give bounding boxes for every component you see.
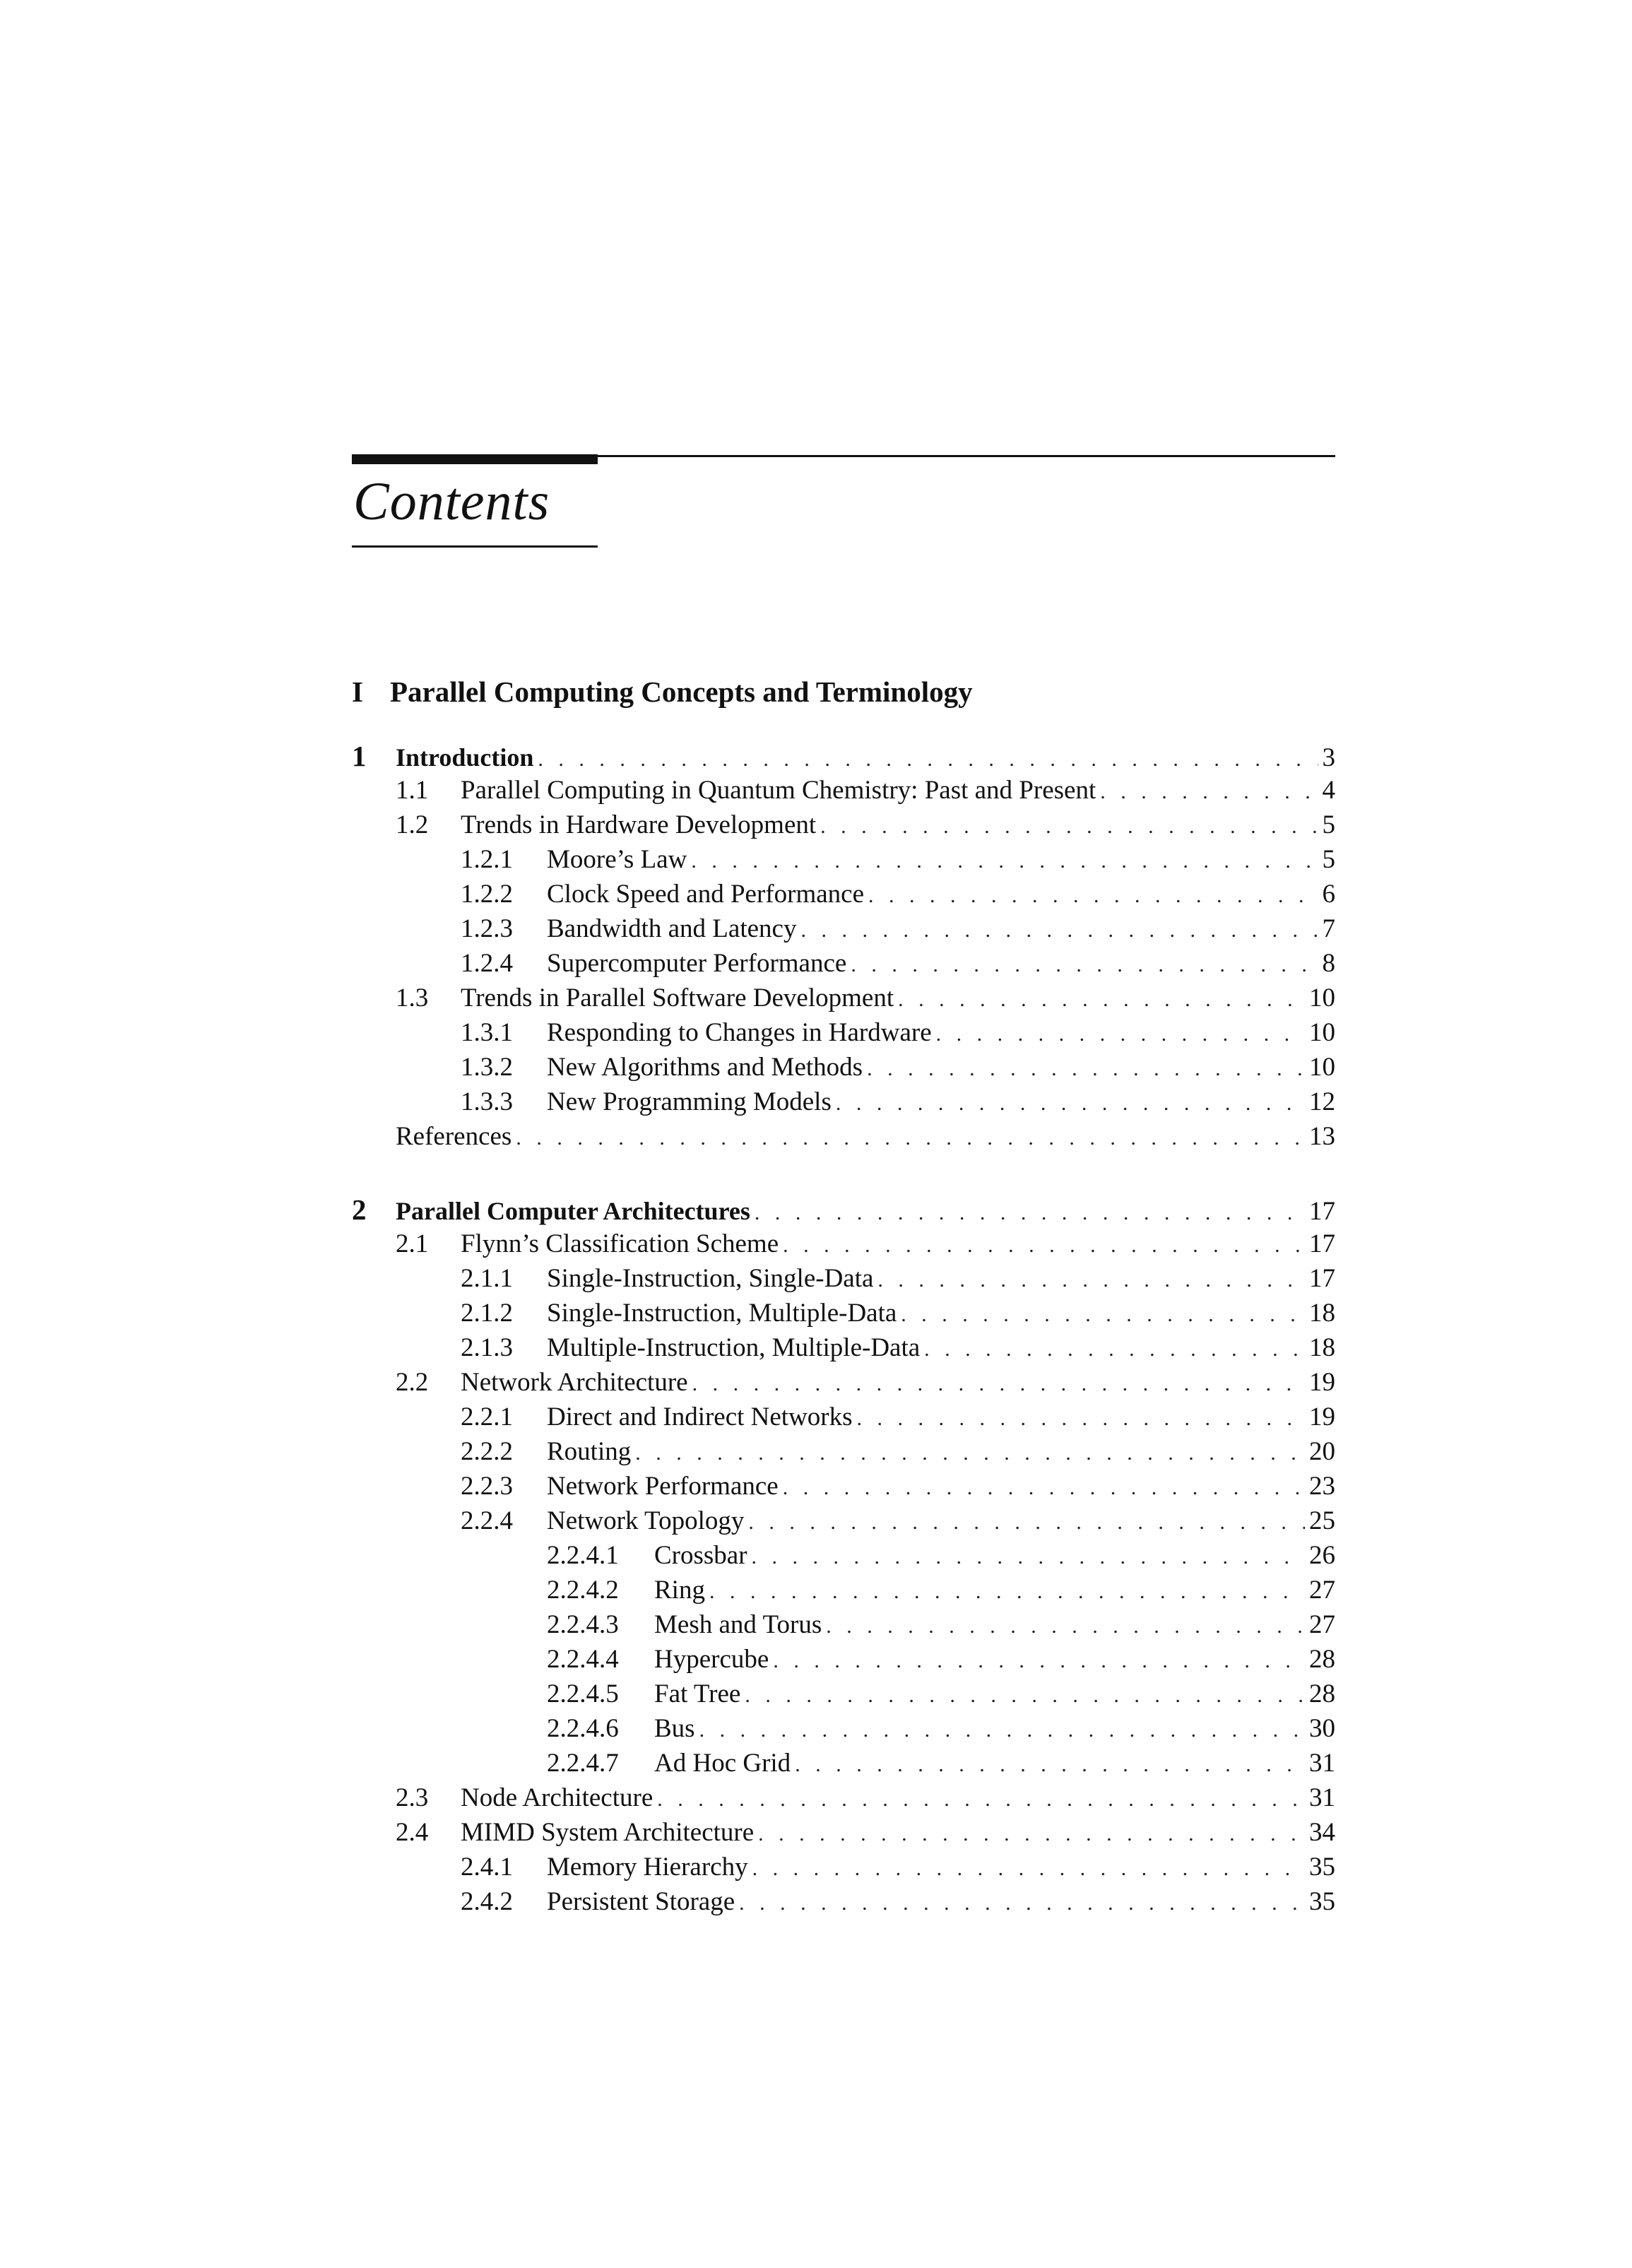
toc-entry-label: Routing (547, 1437, 632, 1466)
toc-entry-page-number: 35 (1309, 1887, 1335, 1916)
toc-entry-page-number: 34 (1309, 1818, 1335, 1847)
toc-section-entry[interactable] (547, 1712, 1335, 1746)
toc-entry-label: Ring (654, 1576, 705, 1605)
toc-entry-page-number: 26 (1309, 1541, 1335, 1570)
toc-entry-number: 1.2.1 (461, 845, 513, 874)
toc-entry-number: 2.2 (396, 1368, 429, 1397)
toc-section-entry[interactable] (396, 808, 1335, 842)
toc-section-entry[interactable] (547, 1573, 1335, 1607)
toc-leader-dots (758, 1817, 1305, 1851)
toc-entry-page-number: 30 (1309, 1714, 1335, 1743)
toc-leader-dots (857, 1402, 1305, 1436)
toc-entry-number: 1.3.3 (461, 1087, 513, 1116)
toc-leader-dots (692, 1367, 1305, 1401)
toc-leader-dots (867, 1052, 1305, 1086)
toc-leader-dots (924, 1333, 1305, 1366)
toc-leader-dots (795, 1748, 1305, 1782)
toc-section-entry[interactable] (547, 1677, 1335, 1711)
toc-entry-label: Fat Tree (654, 1679, 741, 1708)
header-rule-thin (598, 455, 1335, 457)
toc-entry-page-number: 23 (1309, 1472, 1335, 1501)
toc-leader-dots (752, 1540, 1305, 1574)
toc-entry-number: 2.1.2 (461, 1299, 513, 1328)
toc-entry-number: 2.2.4.2 (547, 1576, 619, 1605)
toc-leader-dots (820, 810, 1318, 844)
toc-entry-page-number: 10 (1309, 1018, 1335, 1047)
toc-entry-label: New Programming Models (547, 1087, 832, 1116)
toc-section-entry[interactable] (461, 1085, 1335, 1119)
toc-entry-page-number: 5 (1322, 845, 1335, 874)
toc-section-entry[interactable] (461, 1885, 1335, 1919)
toc-entry-page-number: 10 (1309, 984, 1335, 1012)
toc-entry-label: Bandwidth and Latency (547, 914, 797, 943)
part-heading (352, 675, 973, 709)
toc-entry-number: 2.1.1 (461, 1264, 513, 1293)
toc-section-entry[interactable] (461, 843, 1335, 877)
toc-entry-number: 2.3 (396, 1783, 429, 1812)
toc-entry-number: 2.2.1 (461, 1402, 513, 1431)
toc-leader-dots (752, 1852, 1305, 1886)
toc-entry-label: MIMD System Architecture (461, 1818, 755, 1847)
toc-entry-number: 2.2.2 (461, 1437, 513, 1466)
toc-entry-number: 2.2.4.4 (547, 1645, 619, 1674)
toc-entry-label: Responding to Changes in Hardware (547, 1018, 932, 1047)
toc-leader-dots (800, 914, 1318, 947)
toc-leader-dots (868, 879, 1318, 913)
toc-entry-page-number: 3 (1322, 743, 1335, 772)
toc-entry-page-number: 19 (1309, 1368, 1335, 1397)
part-numeral: I (352, 675, 363, 708)
toc-entry-number: 1.2.4 (461, 949, 513, 978)
toc-entry-page-number: 8 (1322, 949, 1335, 978)
toc-entry-page-number: 17 (1309, 1197, 1335, 1226)
toc-entry-page-number: 13 (1309, 1122, 1335, 1151)
toc-entry-label: Memory Hierarchy (547, 1853, 748, 1882)
toc-entry-label: Clock Speed and Performance (547, 880, 864, 909)
toc-leader-dots (877, 1263, 1305, 1297)
toc-entry-number: 1.2 (396, 810, 429, 839)
toc-section-entry[interactable] (461, 1400, 1335, 1434)
toc-entry-label: Single-Instruction, Single-Data (547, 1264, 874, 1293)
toc-leader-dots (783, 1471, 1305, 1505)
toc-entry-number: 2.4.2 (461, 1887, 513, 1916)
toc-entry-page-number: 7 (1322, 914, 1335, 943)
part-title: Parallel Computing Concepts and Terminology (389, 675, 973, 708)
toc-leader-dots (826, 1610, 1305, 1643)
toc-entry-number: 2.2.4.5 (547, 1679, 619, 1708)
toc-entry-number: 2.2.4.7 (547, 1749, 619, 1778)
toc-entry-label: Persistent Storage (547, 1887, 735, 1916)
toc-leader-dots (745, 1679, 1305, 1713)
toc-leader-dots (773, 1644, 1305, 1678)
header-rule-thick (352, 454, 598, 464)
toc-section-entry[interactable] (396, 1366, 1335, 1400)
toc-entry-number: 2.2.3 (461, 1472, 513, 1501)
toc-entry-number: 2 (352, 1193, 367, 1226)
toc-entry-page-number: 18 (1309, 1299, 1335, 1328)
toc-entry-number: 2.1 (396, 1229, 429, 1258)
toc-section-entry[interactable] (461, 878, 1335, 911)
toc-entry-label: Supercomputer Performance (547, 949, 847, 978)
toc-leader-dots (657, 1783, 1305, 1817)
toc-entry-page-number: 25 (1309, 1506, 1335, 1535)
toc-leader-dots (901, 1298, 1305, 1332)
toc-entry-label: Multiple-Instruction, Multiple-Data (547, 1333, 921, 1362)
toc-section-entry[interactable] (396, 981, 1335, 1015)
toc-references-entry[interactable] (396, 1120, 1335, 1154)
toc-entry-label: Network Performance (547, 1472, 779, 1501)
toc-entry-page-number: 28 (1309, 1679, 1335, 1708)
toc-section-entry[interactable] (461, 1504, 1335, 1538)
toc-leader-dots (516, 1121, 1305, 1155)
toc-entry-label: References (396, 1122, 512, 1151)
toc-section-entry[interactable] (461, 912, 1335, 946)
toc-leader-dots (699, 1713, 1305, 1747)
toc-entry-label: Parallel Computer Architectures (396, 1197, 750, 1225)
toc-entry-page-number: 6 (1322, 880, 1335, 909)
toc-leader-dots (538, 743, 1318, 776)
toc-entry-label: Crossbar (654, 1541, 747, 1570)
toc-section-entry[interactable] (396, 774, 1335, 808)
toc-leader-dots (709, 1575, 1305, 1609)
toc-entry-page-number: 31 (1309, 1783, 1335, 1812)
toc-leader-dots (748, 1506, 1305, 1540)
toc-section-entry[interactable] (461, 1297, 1335, 1330)
toc-section-entry[interactable] (547, 1608, 1335, 1642)
toc-entry-page-number: 20 (1309, 1437, 1335, 1466)
toc-entry-label: Network Architecture (461, 1368, 688, 1397)
toc-entry-number: 2.4 (396, 1818, 429, 1847)
toc-entry-page-number: 27 (1309, 1576, 1335, 1605)
toc-section-entry[interactable] (461, 1435, 1335, 1469)
toc-leader-dots (1100, 775, 1318, 809)
toc-entry-number: 1.3.2 (461, 1053, 513, 1082)
toc-entry-page-number: 10 (1309, 1053, 1335, 1082)
toc-entry-page-number: 31 (1309, 1749, 1335, 1778)
toc-entry-number: 2.2.4.6 (547, 1714, 619, 1743)
toc-entry-page-number: 4 (1322, 776, 1335, 805)
toc-section-entry[interactable] (396, 1227, 1335, 1261)
toc-chapter-entry[interactable] (352, 1193, 1335, 1227)
title-underline (352, 545, 598, 548)
toc-section-entry[interactable] (396, 1781, 1335, 1815)
toc-entry-label: Hypercube (654, 1645, 769, 1674)
toc-entry-label: Bus (654, 1714, 695, 1743)
toc-section-entry[interactable] (461, 1470, 1335, 1504)
toc-entry-label: Ad Hoc Grid (654, 1749, 791, 1778)
toc-section-entry[interactable] (547, 1747, 1335, 1780)
toc-leader-dots (783, 1229, 1305, 1263)
toc-leader-dots (836, 1087, 1305, 1121)
page-title: Contents (353, 472, 550, 531)
toc-leader-dots (755, 1196, 1305, 1230)
toc-entry-label: Node Architecture (461, 1783, 654, 1812)
toc-section-entry[interactable] (461, 1016, 1335, 1050)
toc-leader-dots (739, 1886, 1305, 1920)
toc-entry-page-number: 19 (1309, 1402, 1335, 1431)
toc-entry-label: Trends in Hardware Development (461, 810, 817, 839)
toc-entry-number: 1.3 (396, 984, 429, 1012)
toc-entry-label: Single-Instruction, Multiple-Data (547, 1299, 897, 1328)
toc-section-entry[interactable] (461, 1850, 1335, 1884)
toc-leader-dots (635, 1436, 1305, 1470)
toc-section-entry[interactable] (396, 1816, 1335, 1850)
toc-entry-label: Moore’s Law (547, 845, 687, 874)
toc-entry-number: 2.2.4.3 (547, 1610, 619, 1639)
toc-chapter-entry[interactable] (352, 739, 1335, 773)
toc-entry-label: New Algorithms and Methods (547, 1053, 863, 1082)
toc-entry-number: 1.2.3 (461, 914, 513, 943)
toc-entry-label: Introduction (396, 743, 534, 772)
toc-leader-dots (851, 948, 1318, 982)
toc-entry-label: Flynn’s Classification Scheme (461, 1229, 779, 1258)
toc-entry-number: 1.2.2 (461, 880, 513, 909)
toc-section-entry[interactable] (461, 1331, 1335, 1365)
toc-entry-label: Parallel Computing in Quantum Chemistry: Past and Present (461, 776, 1096, 805)
toc-entry-number: 1 (352, 740, 367, 772)
toc-section-entry[interactable] (547, 1643, 1335, 1677)
toc-entry-page-number: 17 (1309, 1264, 1335, 1293)
toc-entry-number: 1.1 (396, 776, 429, 805)
toc-entry-label: Network Topology (547, 1506, 745, 1535)
toc-entry-label: Trends in Parallel Software Development (461, 984, 894, 1012)
toc-entry-number: 2.4.1 (461, 1853, 513, 1882)
toc-leader-dots (691, 844, 1318, 878)
toc-entry-page-number: 18 (1309, 1333, 1335, 1362)
toc-entry-number: 1.3.1 (461, 1018, 513, 1047)
toc-leader-dots (936, 1017, 1305, 1051)
toc-section-entry[interactable] (547, 1539, 1335, 1573)
toc-section-entry[interactable] (461, 1051, 1335, 1085)
toc-entry-page-number: 35 (1309, 1853, 1335, 1882)
toc-leader-dots (898, 983, 1305, 1017)
toc-entry-page-number: 12 (1309, 1087, 1335, 1116)
toc-section-entry[interactable] (461, 1262, 1335, 1296)
toc-section-entry[interactable] (461, 947, 1335, 981)
toc-entry-page-number: 17 (1309, 1229, 1335, 1258)
toc-entry-number: 2.2.4.1 (547, 1541, 619, 1570)
toc-entry-number: 2.2.4 (461, 1506, 513, 1535)
toc-entry-page-number: 5 (1322, 810, 1335, 839)
toc-entry-number: 2.1.3 (461, 1333, 513, 1362)
toc-entry-page-number: 27 (1309, 1610, 1335, 1639)
toc-entry-page-number: 28 (1309, 1645, 1335, 1674)
toc-entry-label: Mesh and Torus (654, 1610, 822, 1639)
toc-entry-label: Direct and Indirect Networks (547, 1402, 853, 1431)
